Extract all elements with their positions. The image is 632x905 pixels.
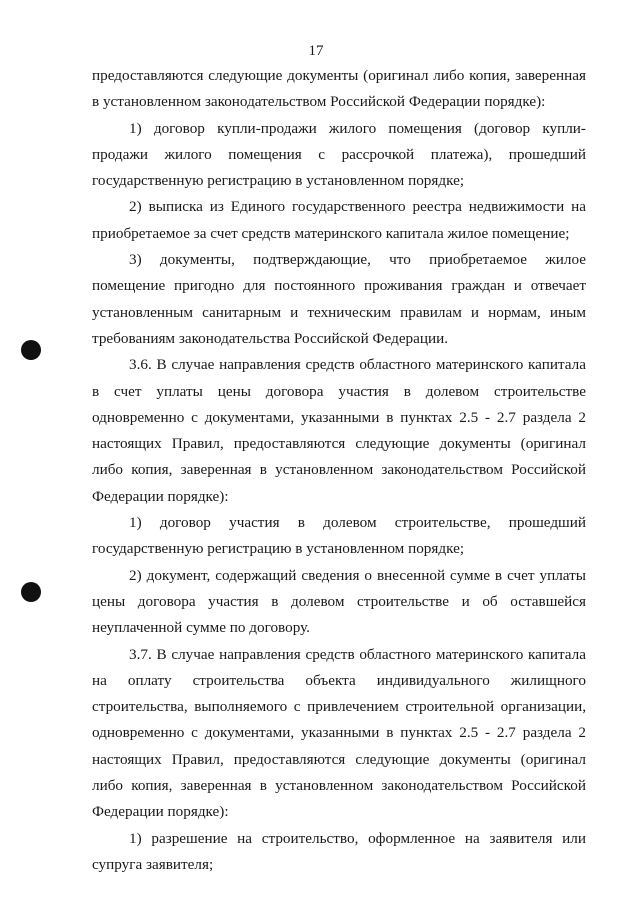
- paragraph-section-3-6: 3.6. В случае направления средств областного материнского капитала в счет уплаты цены договора участия в долевом строительстве одновременно с документами, указанными в пунктах 2.5 - 2.7 раздела 2 настоящих Правил, предоставляются следующие документы (оригинал либо копия, заверенная в установленном законодательством Российской Федерации порядке):: [92, 356, 586, 505]
- page-number: 17: [308, 43, 324, 59]
- paragraph-section-3-7: 3.7. В случае направления средств областного материнского капитала на оплату строительства объекта индивидуального жилищного строительства, выполняемого с привлечением строительной организации, одновременно с документами, указанными в пунктах 2.5 - 2.7 раздела 2 настоящих Правил, предоставляются следующие документы (оригинал либо копия, заверенная в установленном законодательством Российской Федерации порядке):: [92, 645, 586, 821]
- paragraph-item-1-shared-construction: 1) договор участия в долевом строительстве, прошедший государственную регистрацию в установленном порядке;: [92, 514, 586, 558]
- paragraph-item-3-suitability-docs: 3) документы, подтверждающие, что приобретаемое жилое помещение пригодно для постоянного проживания граждан и отвечает установленным санитарным и техническим правилам и нормам, иным требованиям законодательства Российской Федерации.: [92, 251, 586, 347]
- paragraph-item-1-building-permit: 1) разрешение на строительство, оформленное на заявителя или супруга заявителя;: [92, 829, 586, 873]
- punch-hole: [21, 340, 41, 360]
- punch-hole: [21, 582, 41, 602]
- document-body: [92, 63, 586, 878]
- paragraph-item-2-payment-info: 2) документ, содержащий сведения о внесенной сумме в счет уплаты цены договора участия в долевом строительстве и об оставшейся неуплаченной сумме по договору.: [92, 566, 586, 637]
- paragraph-item-2-registry-extract: 2) выписка из Единого государственного реестра недвижимости на приобретаемое за счет средств материнского капитала жилое помещение;: [92, 198, 586, 242]
- paragraph-item-1-sale-contract: 1) договор купли-продажи жилого помещения (договор купли-продажи жилого помещения с рассрочкой платежа), прошедший государственную регистрацию в установленном порядке;: [92, 119, 586, 190]
- paragraph-intro: предоставляются следующие документы (оригинал либо копия, заверенная в установленном законодательством Российской Федерации порядке):: [92, 67, 586, 111]
